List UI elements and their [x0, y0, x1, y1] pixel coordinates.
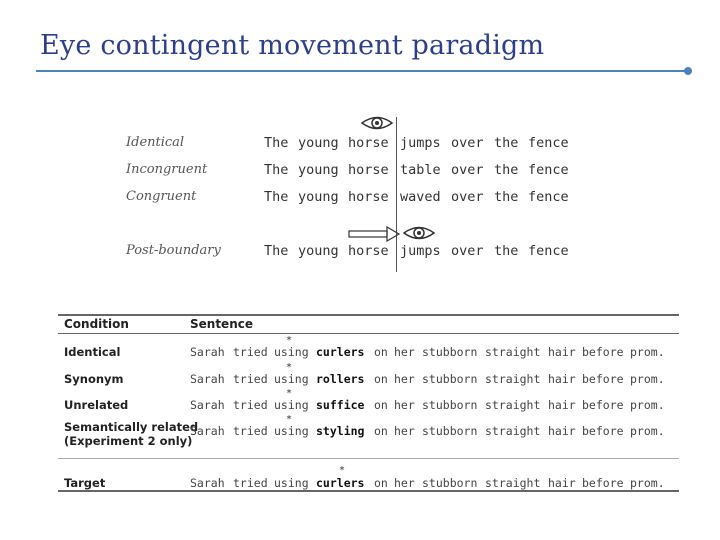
target-word: curlers: [316, 345, 365, 359]
condition-cell: Identical: [64, 345, 121, 359]
sentence-word: stubborn: [422, 372, 478, 386]
sentence-word: before: [582, 398, 624, 412]
sentence-word: before: [582, 476, 624, 490]
fixation-marker: *: [286, 335, 293, 346]
sentence-word: tried: [233, 372, 268, 386]
sentence-word: before: [582, 424, 624, 438]
condition-cell-note: (Experiment 2 only): [64, 434, 193, 448]
target-word: curlers: [316, 476, 365, 490]
word: over: [451, 135, 484, 151]
sentence-word: her: [394, 398, 415, 412]
sentence-word: Sarah: [190, 345, 225, 359]
column-header-sentence: Sentence: [190, 317, 253, 331]
sentence-word: tried: [233, 424, 268, 438]
sentence-word: Sarah: [190, 424, 225, 438]
fixation-marker: *: [286, 388, 293, 399]
target-word: suffice: [316, 398, 365, 412]
word: The: [264, 243, 289, 259]
word: horse: [348, 162, 389, 178]
sentence-word: prom.: [630, 372, 665, 386]
sentence-word: hair: [548, 476, 576, 490]
word: the: [494, 162, 519, 178]
sentence-word: before: [582, 372, 624, 386]
fixation-marker: *: [286, 362, 293, 373]
sentence-word: using: [274, 398, 309, 412]
sentence-word: tried: [233, 345, 268, 359]
sentence-word: using: [274, 345, 309, 359]
target-word: table: [400, 162, 441, 178]
condition-label-incongruent: Incongruent: [126, 162, 208, 177]
fixation-marker: *: [339, 465, 346, 476]
table-separator-rule: [58, 458, 679, 459]
word: the: [494, 243, 519, 259]
sentence-word: prom.: [630, 398, 665, 412]
word: young: [298, 162, 339, 178]
condition-label-post-boundary: Post-boundary: [126, 243, 221, 258]
target-word: jumps: [400, 243, 441, 259]
word: fence: [528, 162, 569, 178]
title-underline: [36, 70, 688, 72]
word: fence: [528, 243, 569, 259]
word: The: [264, 162, 289, 178]
sentence-word: stubborn: [422, 398, 478, 412]
sentence-word: stubborn: [422, 424, 478, 438]
word: horse: [348, 189, 389, 205]
condition-cell: Unrelated: [64, 398, 129, 412]
sentence-word: on: [374, 424, 388, 438]
title-underline-dot: [684, 67, 692, 75]
sentence-word: Sarah: [190, 398, 225, 412]
sentence-word: using: [274, 372, 309, 386]
arrow-right-icon: [348, 226, 400, 242]
column-header-condition: Condition: [64, 317, 129, 331]
word: the: [494, 189, 519, 205]
fixation-marker: *: [286, 414, 293, 425]
word: over: [451, 162, 484, 178]
sentence-word: on: [374, 476, 388, 490]
sentence-word: on: [374, 345, 388, 359]
word: fence: [528, 189, 569, 205]
sentence-word: hair: [548, 372, 576, 386]
sentence-word: stubborn: [422, 476, 478, 490]
sentence-word: stubborn: [422, 345, 478, 359]
sentence-word: hair: [548, 345, 576, 359]
sentence-word: before: [582, 345, 624, 359]
target-word: jumps: [400, 135, 441, 151]
sentence-word: straight: [485, 476, 541, 490]
target-word: rollers: [316, 372, 365, 386]
sentence-word: Sarah: [190, 476, 225, 490]
condition-cell: Target: [64, 476, 106, 490]
sentence-word: straight: [485, 424, 541, 438]
boundary-line: [396, 117, 397, 272]
condition-cell: Synonym: [64, 372, 124, 386]
word: young: [298, 189, 339, 205]
word: the: [494, 135, 519, 151]
word: young: [298, 135, 339, 151]
sentence-word: prom.: [630, 476, 665, 490]
table-header-rule: [58, 333, 679, 334]
eye-icon: [402, 224, 436, 242]
sentence-word: tried: [233, 476, 268, 490]
sentence-word: straight: [485, 345, 541, 359]
sentence-word: her: [394, 476, 415, 490]
word: horse: [348, 243, 389, 259]
table-bottom-rule: [58, 490, 679, 492]
sentence-word: hair: [548, 424, 576, 438]
sentence-word: her: [394, 372, 415, 386]
word: horse: [348, 135, 389, 151]
word: over: [451, 189, 484, 205]
word: The: [264, 189, 289, 205]
sentence-word: on: [374, 372, 388, 386]
condition-label-congruent: Congruent: [126, 189, 197, 204]
sentence-word: hair: [548, 398, 576, 412]
sentence-word: Sarah: [190, 372, 225, 386]
word: The: [264, 135, 289, 151]
target-word: waved: [400, 189, 441, 205]
sentence-word: prom.: [630, 345, 665, 359]
sentence-word: straight: [485, 398, 541, 412]
condition-cell: Semantically related: [64, 420, 199, 434]
sentence-word: her: [394, 345, 415, 359]
sentence-word: using: [274, 424, 309, 438]
word: over: [451, 243, 484, 259]
target-word: styling: [316, 424, 365, 438]
sentence-word: tried: [233, 398, 268, 412]
word: fence: [528, 135, 569, 151]
sentence-word: on: [374, 398, 388, 412]
eye-icon: [360, 114, 394, 132]
sentence-word: using: [274, 476, 309, 490]
slide-title: Eye contingent movement paradigm: [40, 30, 545, 61]
sentence-word: prom.: [630, 424, 665, 438]
table-top-rule: [58, 314, 679, 316]
word: young: [298, 243, 339, 259]
sentence-word: straight: [485, 372, 541, 386]
condition-label-identical: Identical: [126, 135, 185, 150]
sentence-word: her: [394, 424, 415, 438]
